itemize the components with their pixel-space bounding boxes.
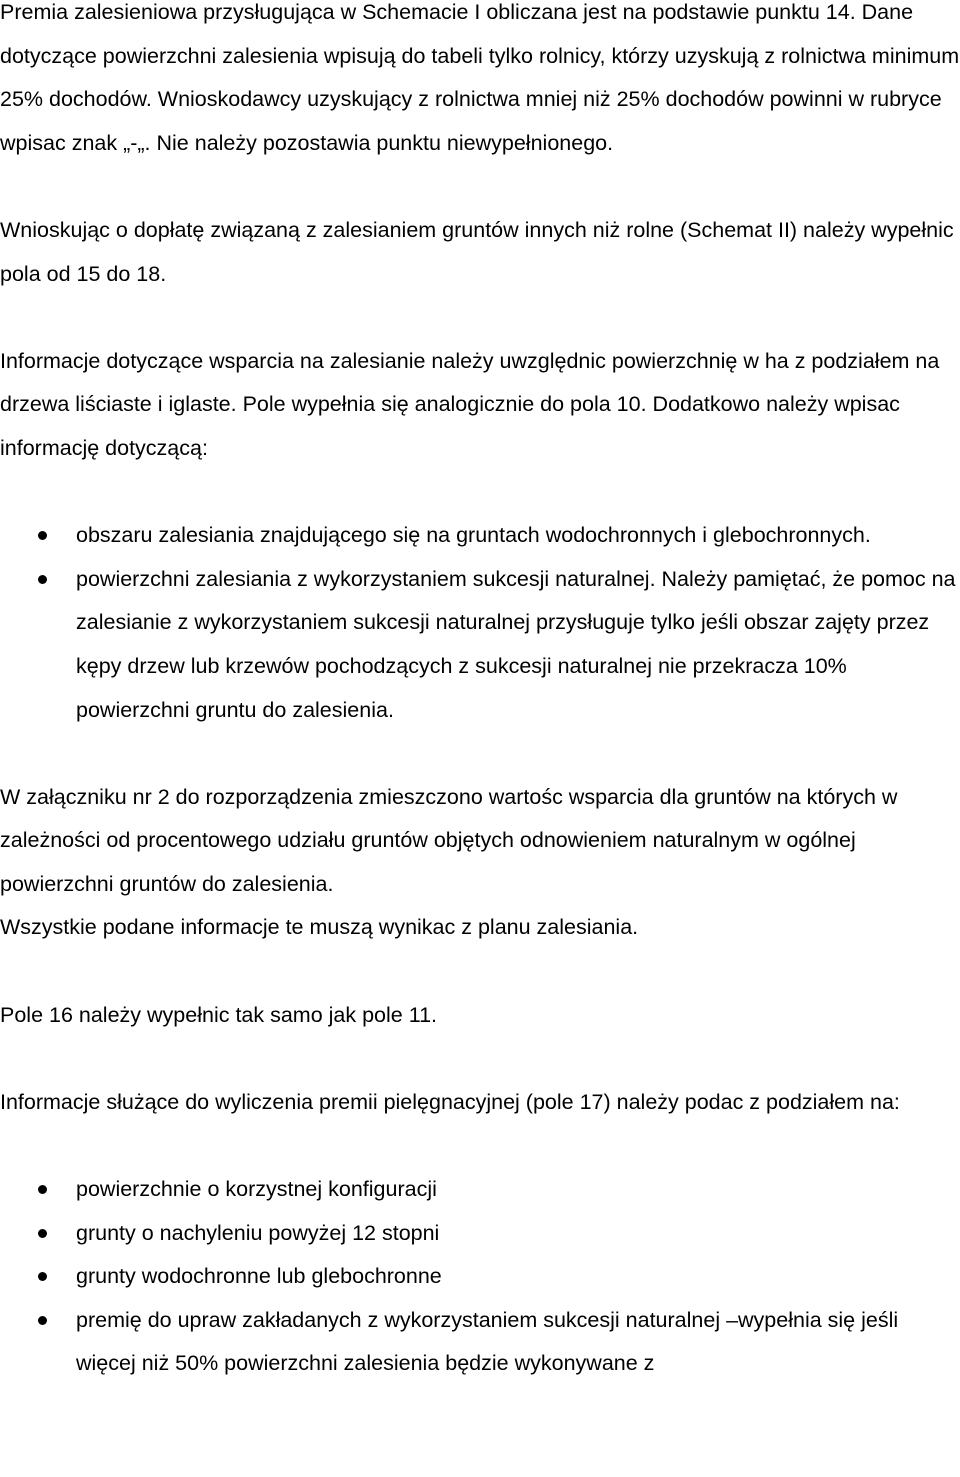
list-item-text: powierzchni zalesiania z wykorzystaniem sukcesji naturalnej. Należy pamiętać, że pomoc na zalesianie z wykorzystaniem sukcesji naturalnej przysługuje tylko jeśli obszar zajęty przez kępy drzew lub krzewów pochodzących z sukcesji naturalnej nie przekracza 10% powierzchni gruntu do zalesienia.	[76, 566, 956, 722]
paragraph-zalacznik-nr-2: W załączniku nr 2 do rozporządzenia zmieszczono wartośc wsparcia dla gruntów na których w zależności od procentowego udziału gruntów objętych odnowieniem naturalnym w ogólnej powierzchni gruntów do zalesienia.	[0, 784, 898, 896]
list-item	[0, 558, 960, 732]
paragraph-pole-16: Pole 16 należy wypełnic tak samo jak pole 11.	[0, 1002, 438, 1027]
bullet-icon	[38, 1316, 47, 1325]
bullet-icon	[38, 1185, 47, 1194]
bullet-icon	[38, 575, 47, 584]
list-item-text: premię do upraw zakładanych z wykorzystaniem sukcesji naturalnej –wypełnia się jeśli więcej niż 50% powierzchni zalesienia będzie wykonywane z	[76, 1307, 899, 1376]
list-podzial-premii	[0, 1168, 960, 1386]
bullet-icon	[38, 1272, 47, 1281]
list-item-text: grunty o nachyleniu powyżej 12 stopni	[76, 1220, 440, 1245]
list-item	[0, 1212, 960, 1256]
bullet-icon	[38, 531, 47, 540]
list-item	[0, 1168, 960, 1212]
paragraph-premia-pielegnacyjna: Informacje służące do wyliczenia premii pielęgnacyjnej (pole 17) należy podac z podziałem na:	[0, 1089, 900, 1114]
list-item-text: grunty wodochronne lub glebochronne	[76, 1264, 442, 1289]
paragraph-premia-zalesieniowa: Premia zalesieniowa przysługująca w Schemacie I obliczana jest na podstawie punktu 14. Dane dotyczące powierzchni zalesienia wpisują do tabeli tylko rolnicy, którzy uzyskują z rolnictwa minimum 25% dochodów. Wnioskodawcy uzyskujący z rolnictwa mniej niż 25% dochodów powinni w rubryce wpisac znak „-„. Nie należy pozostawia punktu niewypełnionego.	[0, 0, 960, 155]
paragraph-schemat-ii: Wnioskując o dopłatę związaną z zalesianiem gruntów innych niż rolne (Schemat II) należy wypełnic pola od 15 do 18.	[0, 217, 954, 286]
list-informacje-dodatkowe	[0, 514, 960, 732]
list-item	[0, 1255, 960, 1299]
list-item	[0, 1299, 960, 1386]
list-item-text: powierzchnie o korzystnej konfiguracji	[76, 1177, 437, 1202]
bullet-icon	[38, 1229, 47, 1238]
paragraph-plan-zalesiania: Wszystkie podane informacje te muszą wynikac z planu zalesiania.	[0, 915, 639, 940]
paragraph-wsparcie-zalesianie: Informacje dotyczące wsparcia na zalesianie należy uwzględnic powierzchnię w ha z podziałem na drzewa liściaste i iglaste. Pole wypełnia się analogicznie do pola 10. Dodatkowo należy wpisac informację dotyczącą:	[0, 348, 940, 460]
list-item	[0, 514, 960, 558]
list-item-text: obszaru zalesiania znajdującego się na gruntach wodochronnych i glebochronnych.	[76, 523, 871, 548]
